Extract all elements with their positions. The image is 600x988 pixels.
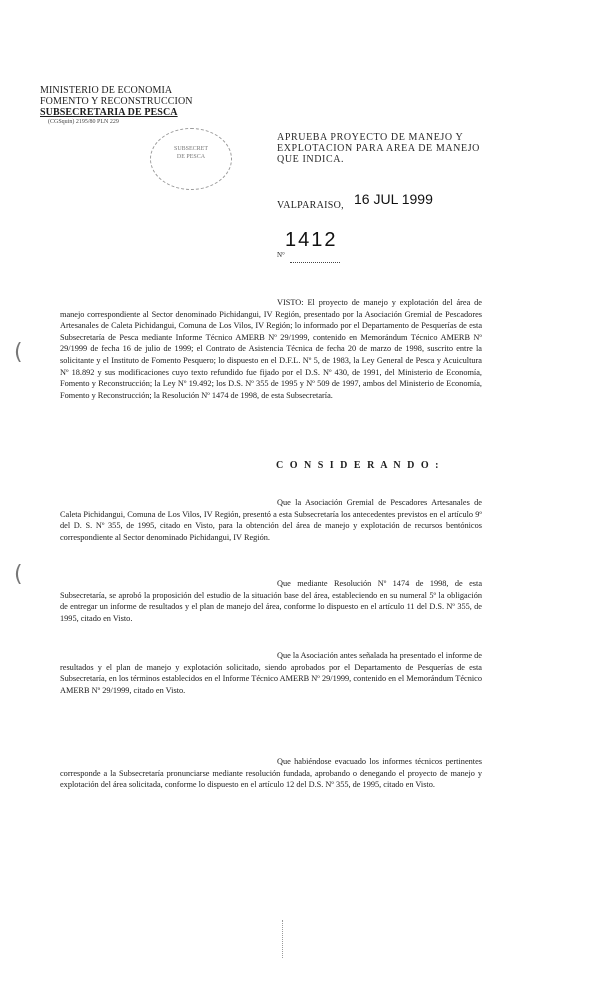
date-stamp: 16 JUL 1999 (354, 191, 433, 207)
number-label: N° (277, 251, 285, 259)
header-line-subsecretaria: SUBSECRETARIA DE PESCA (40, 107, 178, 118)
considerando-paragraph-4: Que habiéndose evacuado los informes técnicos pertinentes corresponde a la Subsecretaría pronunciarse mediante resolución fundada, aprobando o denegando el proyecto de manejo y explotación del área solicitada, conforme lo dispuesto en el artículo 12 del D.S. Nº 355, de 1995, citado en Visto. (60, 757, 482, 790)
considerando-paragraph-3: Que la Asociación antes señalada ha presentado el informe de resultados y el plan de manejo y explotación solicitado, siendo aprobados por el Departamento de Pesquerías de esta Subsecretaría, en los términos establecidos en el Informe Técnico AMERB Nº 29/1999, contenido en el Memorándum Técnico AMERB Nº 29/1999, citado en Visto. (60, 651, 482, 695)
considerando-paragraph-2: Que mediante Resolución Nº 1474 de 1998, de esta Subsecretaría, se aprobó la proposición del estudio de la situación base del área, estableciendo en su numeral 5º la obligación de entregar un informe de resultados y el plan de manejo del área, conforme lo dispuesto en el artículo 11 del D.S. Nº 355, de 1995, citado en Visto. (60, 579, 482, 623)
resolution-subject: APRUEBA PROYECTO DE MANEJO Y EXPLOTACION PARA AREA DE MANEJO QUE INDICA. (277, 132, 481, 165)
margin-punch-mark-bottom: ( (14, 562, 23, 587)
header-line-ministry: MINISTERIO DE ECONOMIA (40, 85, 173, 96)
reference-code: (CGSquin) 2195/80 PLN 229 (48, 119, 119, 125)
official-seal (150, 128, 232, 190)
ministry-header (40, 85, 193, 118)
header-line-fomento: FOMENTO Y RECONSTRUCCION (40, 96, 193, 107)
considerando-paragraph-1: Que la Asociación Gremial de Pescadores Artesanales de Caleta Pichidangui, Comuna de Los Vilos, IV Región, presentó a esta Subsecretaría los antecedentes previstos en el artículo 9º del D. S. Nº 355, de 1995, citado en Visto, para la obtención del área de manejo y explotación de recursos bentónicos correspondiente al Sector denominado Pichidangui, IV Región. (60, 498, 482, 542)
considerando-heading: C O N S I D E R A N D O : (276, 460, 441, 471)
place-label: VALPARAISO, (277, 200, 344, 211)
scan-artifact-dots (282, 920, 286, 958)
margin-punch-mark-top: ( (14, 340, 23, 365)
number-underline (290, 262, 340, 263)
resolution-number: 1412 (285, 229, 338, 251)
seal-text-1: SUBSECRET (173, 146, 208, 152)
seal-text-2: DE PESCA (176, 154, 206, 160)
visto-paragraph: VISTO: El proyecto de manejo y explotación del área de manejo correspondiente al Sector denominado Pichidangui, IV Región, presentado por la Asociación Gremial de Pescadores Artesanales de Caleta Pichidangui, Comuna de Los Vilos, IV Región; lo informado por el Departamento de Pesquerías de esta Subsecretaría de Pesca mediante Informe Técnico AMERB Nº 29/1999, contenido en Memorándum Técnico AMERB Nº 29/1999 de fecha 16 de julio de 1999; el Contrato de Asistencia Técnica de fecha 20 de marzo de 1998, suscrito entre la solicitante y el Instituto de Fomento Pesquero; lo dispuesto en el D.F.L. Nº 5, de 1983, la Ley General de Pesca y Acuicultura Nº 18.892 y sus modificaciones cuyo texto refundido fue fijado por el D.S. Nº 430, de 1991, del Ministerio de Economía, Fomento y Reconstrucción; la Ley Nº 19.492; los D.S. Nº 355 de 1995 y Nº 509 de 1997, ambos del Ministerio de Economía, Fomento y Reconstrucción; la Resolución Nº 1474 de 1998, de esta Subsecretaría. (60, 298, 482, 400)
